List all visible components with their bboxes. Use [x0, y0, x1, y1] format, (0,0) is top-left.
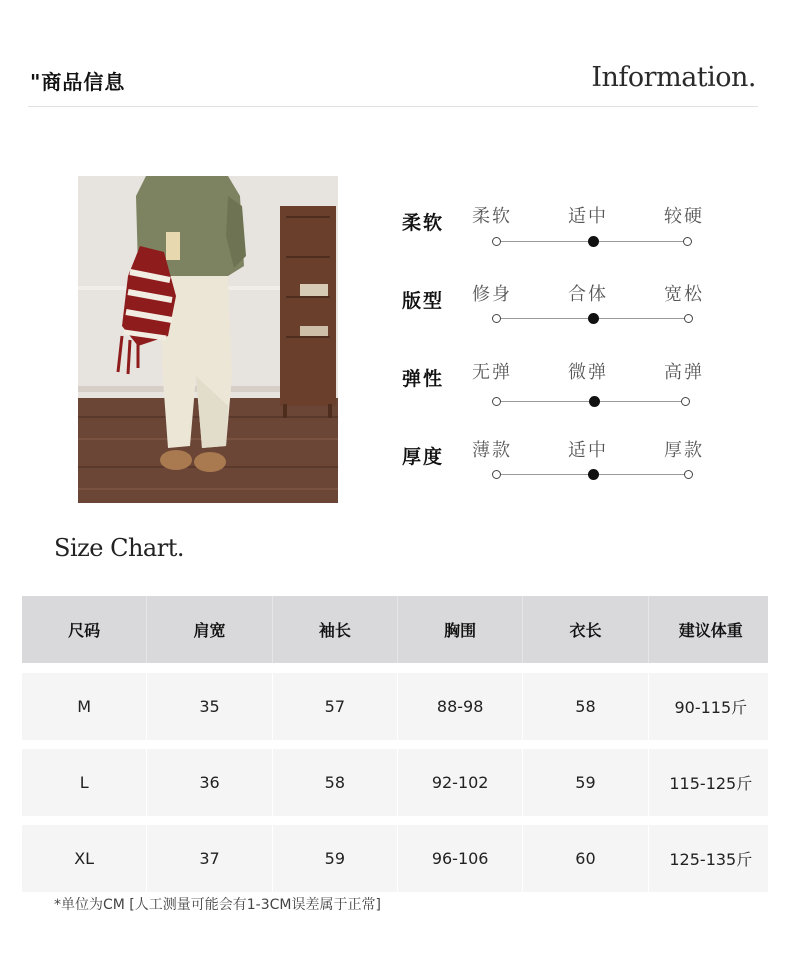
product-photo — [78, 176, 338, 503]
table-row — [22, 749, 768, 816]
table-cell: 96-106 — [398, 825, 523, 892]
attribute-option: 微弹 — [568, 362, 608, 383]
scale-dot-selected — [588, 236, 599, 247]
section-title-cn: "商品信息 — [30, 70, 126, 94]
attribute-fit — [400, 278, 730, 338]
header-chest: 胸围 — [398, 596, 523, 663]
attribute-label: 柔软 — [402, 212, 445, 234]
attribute-thickness — [400, 434, 730, 494]
scale-dot — [684, 314, 693, 323]
size-chart-title: Size Chart. — [54, 534, 184, 562]
scale-dot — [492, 470, 501, 479]
attribute-option: 厚款 — [664, 440, 704, 461]
attribute-option: 较硬 — [664, 206, 704, 227]
table-cell: 115-125斤 — [669, 774, 753, 793]
table-row — [22, 673, 768, 740]
table-cell: 58 — [273, 749, 398, 816]
attribute-option: 适中 — [568, 206, 608, 227]
attribute-option: 修身 — [472, 284, 512, 305]
scale-dot — [492, 237, 501, 246]
header-length: 衣长 — [523, 596, 648, 663]
attribute-option: 薄款 — [472, 440, 512, 461]
info-header — [28, 0, 758, 107]
header-weight: 建议体重 — [678, 621, 743, 640]
attribute-option: 适中 — [568, 440, 608, 461]
attribute-softness — [400, 200, 730, 260]
product-photo-illustration — [78, 176, 338, 503]
table-cell: 125-135斤 — [669, 850, 753, 869]
attribute-elasticity — [400, 356, 730, 416]
attribute-option: 合体 — [568, 284, 608, 305]
attribute-label: 厚度 — [402, 446, 445, 468]
scale-dot — [492, 314, 501, 323]
table-cell: 60 — [523, 825, 648, 892]
table-cell: 58 — [523, 673, 648, 740]
table-cell: 88-98 — [398, 673, 523, 740]
attribute-label: 版型 — [402, 290, 445, 312]
scale-dot-selected — [589, 396, 600, 407]
table-cell: XL — [22, 825, 147, 892]
scale-dot — [681, 397, 690, 406]
header-shoulder: 肩宽 — [147, 596, 272, 663]
scale-dot — [683, 237, 692, 246]
table-header-row — [22, 596, 768, 663]
attribute-option: 无弹 — [472, 362, 512, 383]
table-cell: M — [22, 673, 147, 740]
scale-dot-selected — [588, 313, 599, 324]
table-cell: 59 — [273, 825, 398, 892]
attribute-option: 宽松 — [664, 284, 704, 305]
table-cell: 37 — [147, 825, 272, 892]
scale-dot — [684, 470, 693, 479]
header-size: 尺码 — [22, 596, 147, 663]
attribute-option: 高弹 — [664, 362, 704, 383]
scale-dot-selected — [588, 469, 599, 480]
header-sleeve: 袖长 — [273, 596, 398, 663]
table-cell: 92-102 — [398, 749, 523, 816]
table-cell: L — [22, 749, 147, 816]
attribute-label: 弹性 — [402, 368, 445, 390]
measurement-note: *单位为CM [人工测量可能会有1-3CM误差属于正常] — [54, 897, 381, 913]
table-cell: 35 — [147, 673, 272, 740]
table-cell: 36 — [147, 749, 272, 816]
attribute-option: 柔软 — [472, 206, 512, 227]
table-cell: 59 — [523, 749, 648, 816]
table-row — [22, 825, 768, 892]
table-cell: 57 — [273, 673, 398, 740]
table-cell: 90-115斤 — [674, 698, 748, 717]
section-title-en: Information. — [591, 62, 756, 93]
scale-dot — [492, 397, 501, 406]
